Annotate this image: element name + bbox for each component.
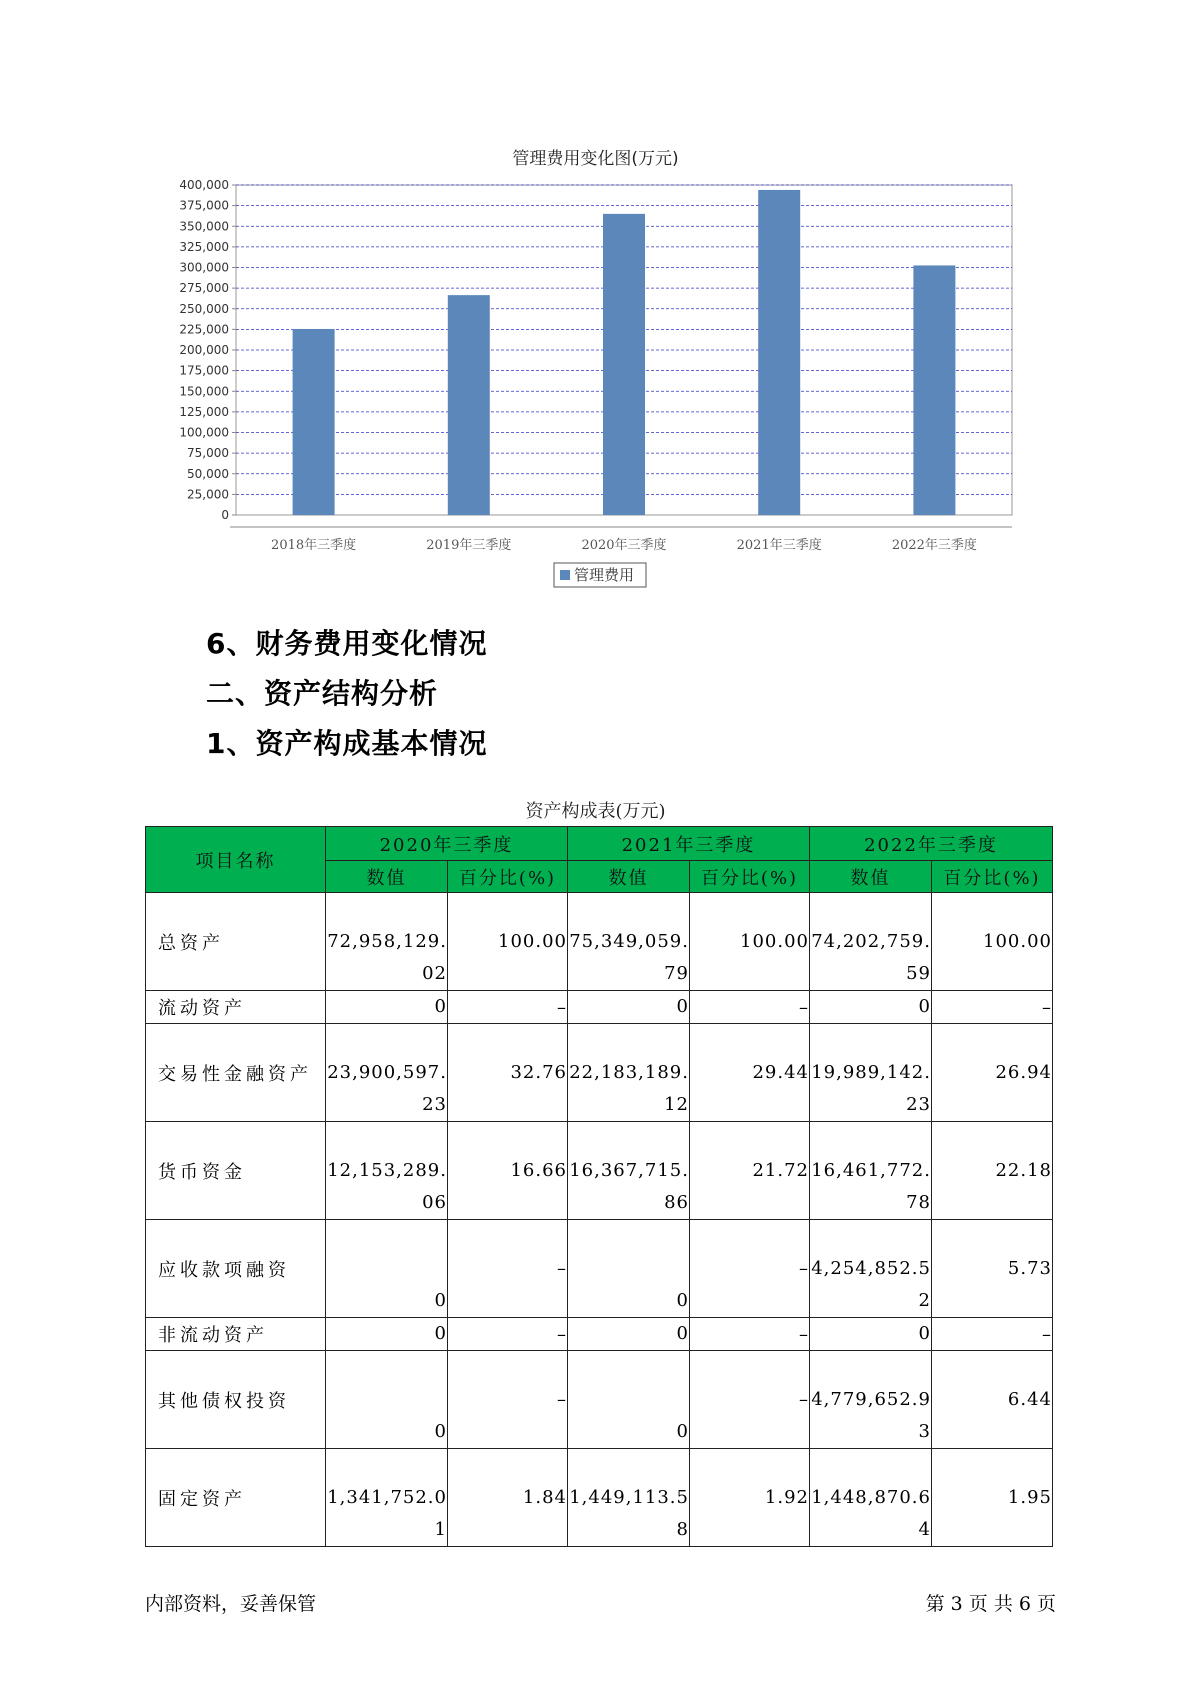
section-heading-finance-cost: 6、财务费用变化情况 bbox=[206, 627, 488, 660]
percent-cell: 1.92 bbox=[690, 1449, 810, 1547]
percent-cell: 32.76 bbox=[448, 1024, 568, 1122]
y-tick-label: 0 bbox=[221, 508, 229, 522]
bar-2021年三季度 bbox=[758, 190, 800, 515]
y-tick-label: 225,000 bbox=[179, 322, 229, 337]
value-cell: 0 bbox=[810, 1318, 932, 1351]
header-period-2020: 2020年三季度 bbox=[326, 827, 568, 861]
x-tick-label: 2020年三季度 bbox=[581, 538, 667, 553]
y-tick-label: 400,000 bbox=[179, 178, 229, 192]
value-cell: 0 bbox=[326, 1351, 448, 1449]
y-tick-label: 200,000 bbox=[179, 343, 229, 357]
table-row bbox=[146, 1024, 1053, 1122]
value-cell: 0 bbox=[568, 1351, 690, 1449]
bar-2022年三季度 bbox=[913, 265, 955, 515]
value-cell: 0 bbox=[326, 991, 448, 1024]
y-tick-label: 300,000 bbox=[179, 260, 229, 275]
percent-cell: 29.44 bbox=[690, 1024, 810, 1122]
bar-2020年三季度 bbox=[603, 214, 645, 515]
value-cell: 16,367,715.86 bbox=[568, 1122, 690, 1220]
row-label: 其他债权投资 bbox=[146, 1351, 326, 1449]
x-tick-label: 2018年三季度 bbox=[271, 538, 357, 553]
header-percent: 百分比(%) bbox=[932, 861, 1053, 893]
section-heading-asset-structure: 二、资产结构分析 bbox=[206, 677, 439, 710]
table-row bbox=[146, 1220, 1053, 1318]
percent-cell: 5.73 bbox=[932, 1220, 1053, 1318]
row-label: 非流动资产 bbox=[146, 1318, 326, 1351]
value-cell: 0 bbox=[326, 1318, 448, 1351]
table-row bbox=[146, 1449, 1053, 1547]
row-label: 应收款项融资 bbox=[146, 1220, 326, 1318]
value-cell: 1,448,870.64 bbox=[810, 1449, 932, 1547]
value-cell: 74,202,759.59 bbox=[810, 893, 932, 991]
header-percent: 百分比(%) bbox=[690, 861, 810, 893]
header-value: 数值 bbox=[810, 861, 932, 893]
row-label: 交易性金融资产 bbox=[146, 1024, 326, 1122]
percent-cell: 16.66 bbox=[448, 1122, 568, 1220]
value-cell: 12,153,289.06 bbox=[326, 1122, 448, 1220]
value-cell: 23,900,597.23 bbox=[326, 1024, 448, 1122]
percent-cell: – bbox=[448, 1318, 568, 1351]
row-label: 货币资金 bbox=[146, 1122, 326, 1220]
header-percent: 百分比(%) bbox=[448, 861, 568, 893]
row-label: 总资产 bbox=[146, 893, 326, 991]
y-tick-label: 175,000 bbox=[179, 363, 229, 378]
percent-cell: – bbox=[932, 1318, 1053, 1351]
value-cell: 16,461,772.78 bbox=[810, 1122, 932, 1220]
section-heading-asset-composition: 1、资产构成基本情况 bbox=[206, 727, 488, 760]
y-tick-label: 375,000 bbox=[179, 198, 229, 213]
value-cell: 22,183,189.12 bbox=[568, 1024, 690, 1122]
y-tick-label: 350,000 bbox=[179, 219, 229, 234]
value-cell: 1,341,752.01 bbox=[326, 1449, 448, 1547]
header-item-name: 项目名称 bbox=[146, 827, 326, 893]
footer-page-number: 第 3 页 共 6 页 bbox=[925, 1593, 1056, 1615]
table-row bbox=[146, 991, 1053, 1024]
percent-cell: – bbox=[448, 1351, 568, 1449]
x-tick-label: 2019年三季度 bbox=[426, 538, 512, 553]
percent-cell: 100.00 bbox=[932, 893, 1053, 991]
value-cell: 75,349,059.79 bbox=[568, 893, 690, 991]
y-tick-label: 150,000 bbox=[179, 384, 229, 399]
table-row bbox=[146, 893, 1053, 991]
footer-confidential-note: 内部资料，妥善保管 bbox=[145, 1593, 317, 1615]
y-tick-label: 275,000 bbox=[179, 281, 229, 296]
percent-cell: – bbox=[690, 1318, 810, 1351]
legend-swatch bbox=[560, 570, 570, 580]
percent-cell: 100.00 bbox=[448, 893, 568, 991]
percent-cell: 6.44 bbox=[932, 1351, 1053, 1449]
y-tick-label: 325,000 bbox=[179, 239, 229, 254]
x-tick-label: 2022年三季度 bbox=[891, 538, 977, 553]
table-caption: 资产构成表(万元) bbox=[525, 801, 666, 822]
value-cell: 4,779,652.93 bbox=[810, 1351, 932, 1449]
y-tick-label: 25,000 bbox=[187, 487, 229, 502]
asset-composition-table bbox=[145, 826, 1053, 1547]
header-value: 数值 bbox=[326, 861, 448, 893]
value-cell: 19,989,142.23 bbox=[810, 1024, 932, 1122]
row-label: 流动资产 bbox=[146, 991, 326, 1024]
percent-cell: 22.18 bbox=[932, 1122, 1053, 1220]
value-cell: 1,449,113.58 bbox=[568, 1449, 690, 1547]
y-tick-label: 250,000 bbox=[179, 301, 229, 316]
percent-cell: 100.00 bbox=[690, 893, 810, 991]
x-tick-label: 2021年三季度 bbox=[736, 538, 822, 553]
table-row bbox=[146, 1318, 1053, 1351]
percent-cell: 21.72 bbox=[690, 1122, 810, 1220]
chart-title: 管理费用变化图(万元) bbox=[512, 149, 679, 169]
y-tick-label: 100,000 bbox=[179, 425, 229, 440]
percent-cell: – bbox=[448, 991, 568, 1024]
value-cell: 0 bbox=[326, 1220, 448, 1318]
percent-cell: 1.84 bbox=[448, 1449, 568, 1547]
value-cell: 72,958,129.02 bbox=[326, 893, 448, 991]
percent-cell: – bbox=[690, 1351, 810, 1449]
row-label: 固定资产 bbox=[146, 1449, 326, 1547]
y-tick-label: 50,000 bbox=[187, 466, 229, 481]
header-value: 数值 bbox=[568, 861, 690, 893]
table-row bbox=[146, 1122, 1053, 1220]
value-cell: 0 bbox=[810, 991, 932, 1024]
percent-cell: – bbox=[690, 1220, 810, 1318]
percent-cell: 26.94 bbox=[932, 1024, 1053, 1122]
header-period-2022: 2022年三季度 bbox=[810, 827, 1053, 861]
table-row bbox=[146, 1351, 1053, 1449]
y-tick-label: 125,000 bbox=[179, 404, 229, 419]
value-cell: 0 bbox=[568, 1318, 690, 1351]
bar-2019年三季度 bbox=[448, 295, 490, 515]
percent-cell: – bbox=[690, 991, 810, 1024]
percent-cell: 1.95 bbox=[932, 1449, 1053, 1547]
value-cell: 0 bbox=[568, 1220, 690, 1318]
legend-label: 管理费用 bbox=[574, 566, 635, 584]
value-cell: 4,254,852.52 bbox=[810, 1220, 932, 1318]
percent-cell: – bbox=[932, 991, 1053, 1024]
value-cell: 0 bbox=[568, 991, 690, 1024]
y-tick-label: 75,000 bbox=[187, 446, 229, 461]
header-period-2021: 2021年三季度 bbox=[568, 827, 810, 861]
percent-cell: – bbox=[448, 1220, 568, 1318]
bar-chart bbox=[0, 0, 1191, 600]
bar-2018年三季度 bbox=[293, 329, 335, 515]
